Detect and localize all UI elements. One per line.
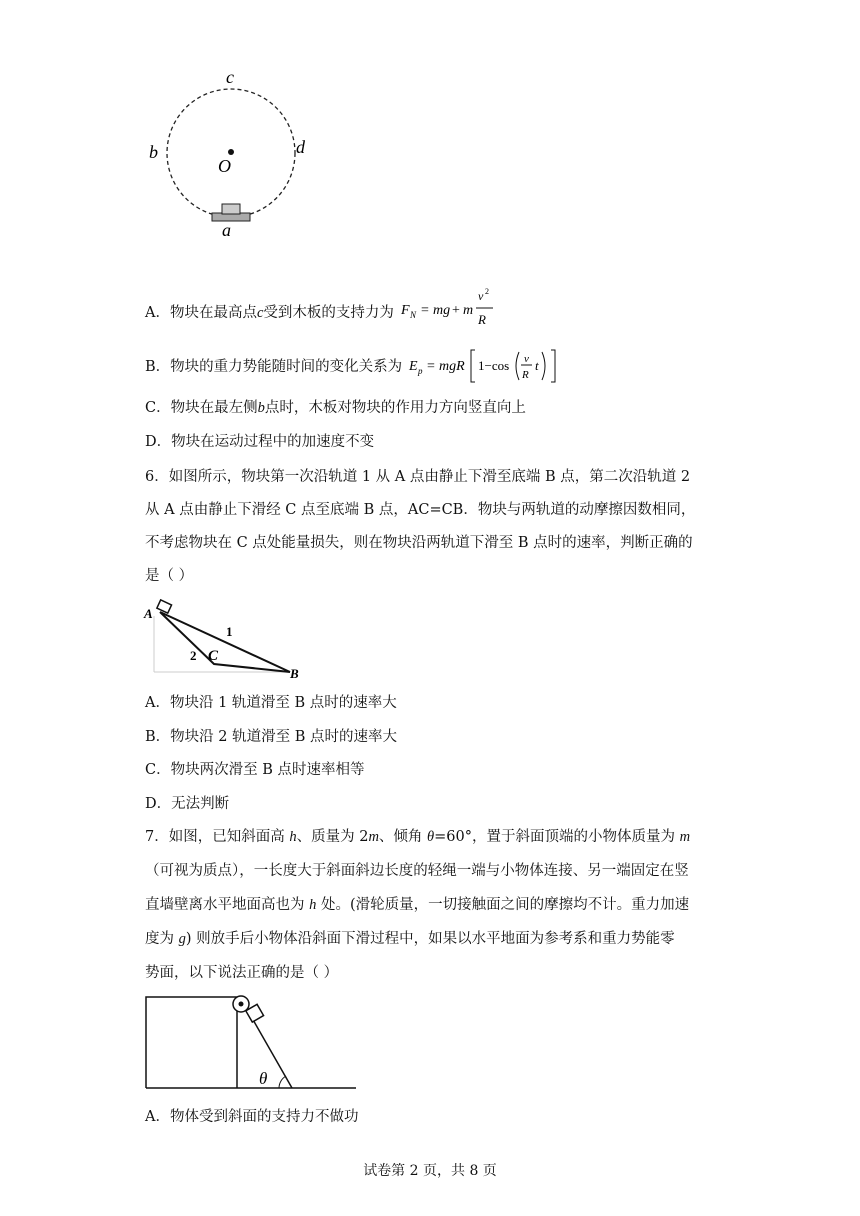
label-b: B <box>290 666 299 681</box>
page-footer: 试卷第 2 页，共 8 页 <box>363 1163 497 1179</box>
label-d: d <box>296 137 305 157</box>
q6-option-b: B．物块沿 2 轨道滑至 B 点时的速率大 <box>145 729 397 745</box>
q7-line-3: 直墙壁离水平地面高也为 h 处。(滑轮质量，一切接触面之间的摩擦均不计。重力加速 <box>145 897 690 913</box>
svg-text:v: v <box>523 353 529 365</box>
incline-tracks-figure <box>140 598 310 683</box>
block <box>157 600 172 613</box>
label-c: c <box>226 67 234 87</box>
pulley-axle <box>239 1002 244 1007</box>
q5-option-c: C．物块在最左侧b点时，木板对物块的作用力方向竖直向上 <box>145 400 526 416</box>
circle-motion-figure <box>140 60 330 245</box>
q6-option-a: A．物块沿 1 轨道滑至 B 点时的速率大 <box>145 695 397 711</box>
svg-text:R: R <box>521 369 529 381</box>
label-1: 1 <box>226 624 233 639</box>
svg-text:R: R <box>477 312 486 327</box>
svg-text:1−cos: 1−cos <box>477 358 509 373</box>
svg-text:p: p <box>417 366 423 376</box>
svg-text:=: = <box>426 359 435 374</box>
svg-text:F: F <box>400 303 410 318</box>
q5-option-b: B．物块的重力势能随时间的变化关系为 E p = mgR 1−cos v R t <box>145 346 567 388</box>
q6-option-c: C．物块两次滑至 B 点时速率相等 <box>145 762 365 778</box>
label-c: C <box>208 648 219 664</box>
q7-line-4: 度为 g) 则放手后小物体沿斜面下滑过程中，如果以水平地面为参考系和重力势能零 <box>145 931 675 947</box>
q7-line-1: 7．如图，已知斜面高 h、质量为 2m、倾角 θ=60°，置于斜面顶端的小物体质量为 m <box>145 829 691 845</box>
svg-text:=: = <box>420 303 429 318</box>
label-2: 2 <box>190 648 197 663</box>
q7-line-5: 势面，以下说法正确的是（ ） <box>145 965 339 981</box>
theta-label: θ <box>259 1069 268 1088</box>
wall <box>146 997 239 1088</box>
svg-text:t: t <box>534 358 539 373</box>
q6-line-3: 不考虑物块在 C 点处能量损失，则在物块沿两轨道下滑至 B 点时的速率，判断正确的 <box>145 535 693 551</box>
q6-line-4: 是（ ） <box>145 568 194 584</box>
block <box>222 204 240 214</box>
svg-text:mgR: mgR <box>438 359 465 374</box>
formula-fn <box>399 286 499 332</box>
svg-text:E: E <box>408 359 418 374</box>
q7-option-a: A．物体受到斜面的支持力不做功 <box>145 1109 359 1125</box>
wall-incline-figure <box>140 990 360 1100</box>
svg-text:mg: mg <box>432 303 450 318</box>
q7-line-2: （可视为质点），一长度大于斜面斜边长度的轻绳一端与小物体连接、另一端固定在竖 <box>145 863 689 879</box>
q6-option-d: D．无法判断 <box>145 796 230 812</box>
q5-option-d: D．物块在运动过程中的加速度不变 <box>145 434 375 450</box>
svg-text:N: N <box>409 310 416 320</box>
label-a: A <box>144 606 153 621</box>
q5-option-a: A．物块在最高点c受到木板的支持力为 F N = mg + m v 2 R <box>145 290 499 336</box>
label-a: a <box>222 220 231 240</box>
formula-ep <box>407 344 567 386</box>
q6-line-2: 从 A 点由静止下滑经 C 点至底端 B 点，AC=CB．物块与两轨道的动摩擦因数相同， <box>145 502 696 518</box>
label-o: O <box>218 156 231 176</box>
q6-line-1: 6．如图所示，物块第一次沿轨道 1 从 A 点由静止下滑至底端 B 点，第二次沿轨道 2 <box>145 469 691 485</box>
track-1 <box>160 612 290 672</box>
label-b: b <box>149 142 158 162</box>
svg-text:+: + <box>451 303 460 318</box>
svg-text:v: v <box>477 289 483 303</box>
svg-text:m: m <box>462 303 473 318</box>
center-point <box>228 149 234 155</box>
svg-text:2: 2 <box>484 287 489 296</box>
angle-arc <box>279 1076 286 1088</box>
